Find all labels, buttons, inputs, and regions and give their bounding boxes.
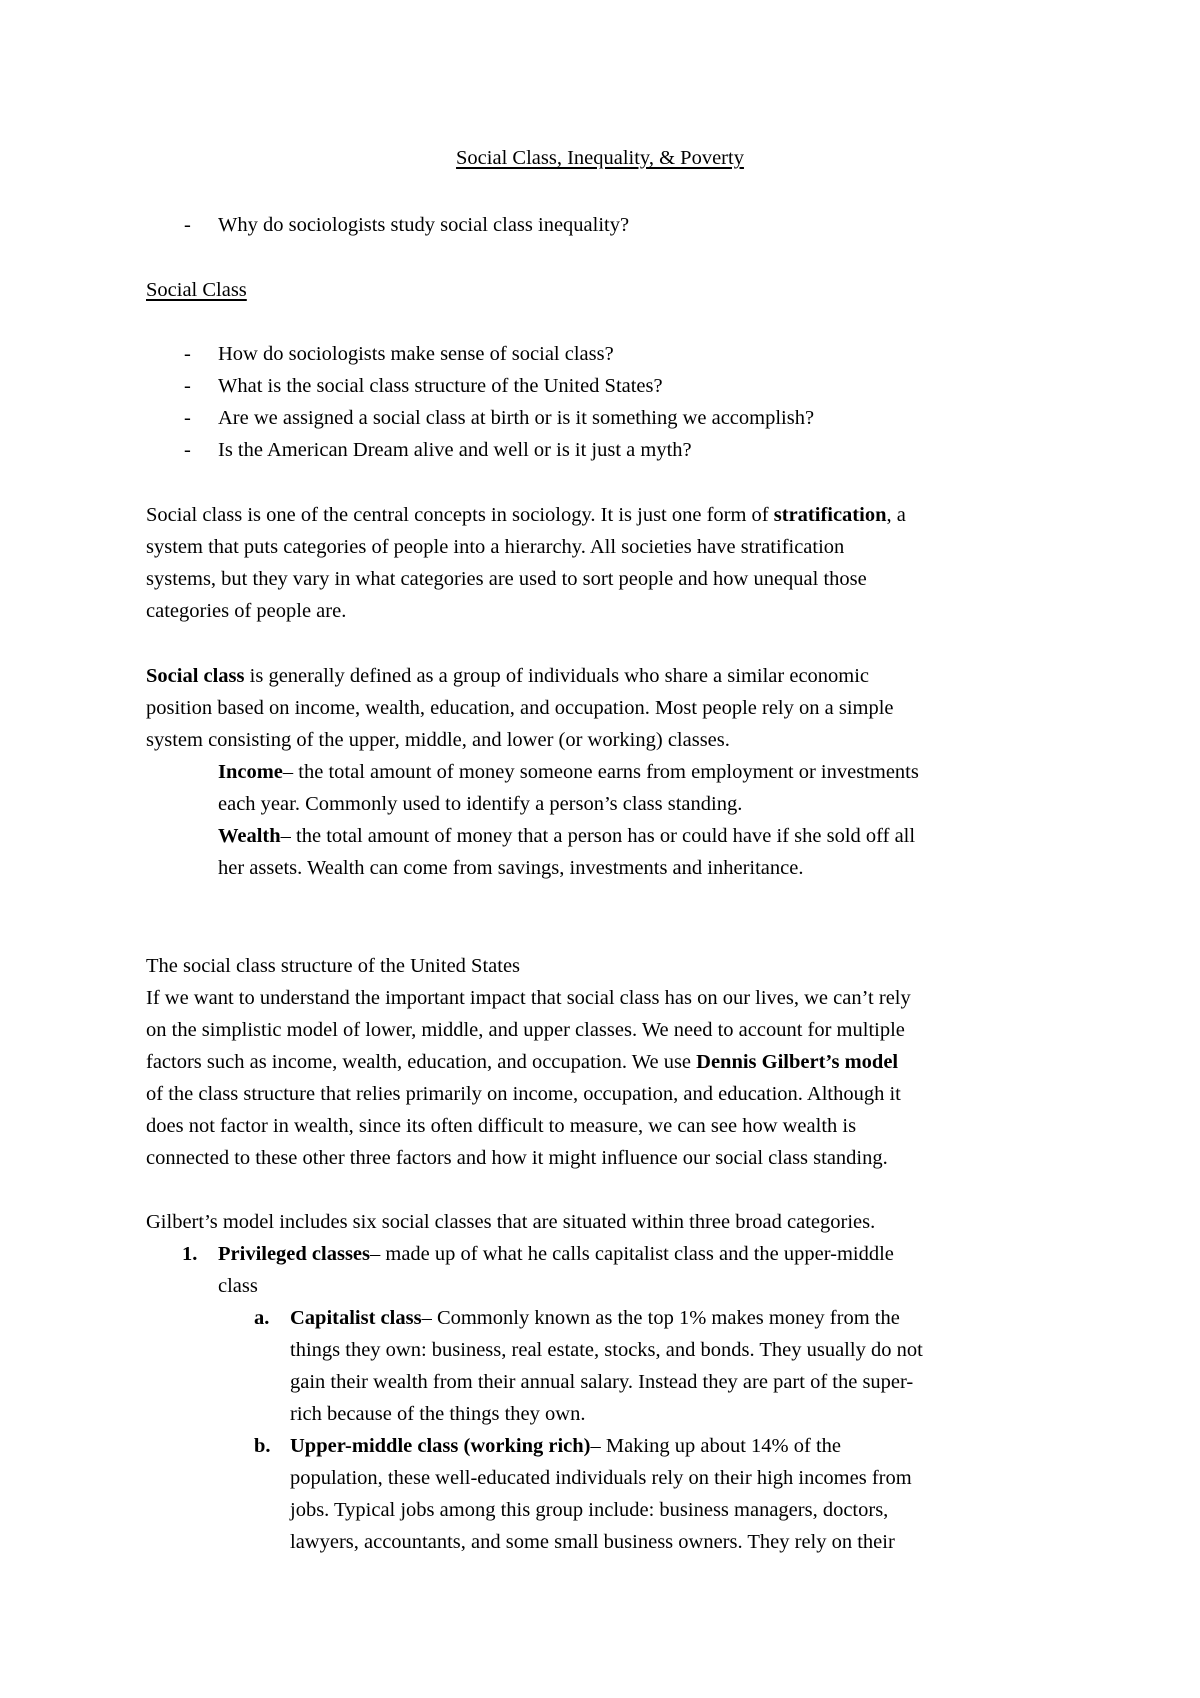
paragraph-line: connected to these other three factors and how it might influence our social class standing. — [146, 1147, 888, 1169]
paragraph-line — [146, 1050, 898, 1074]
term-capitalist-class: Capitalist class — [290, 1307, 422, 1329]
bullet-marker: - — [184, 407, 191, 429]
term-income: Income — [218, 761, 283, 783]
text-run: – the total amount of money someone earns from employment or investments — [282, 761, 919, 783]
bullet-marker: - — [184, 375, 191, 397]
paragraph-line — [146, 503, 906, 527]
text-run: – Commonly known as the top 1% makes money from the — [421, 1307, 900, 1329]
paragraph-line: system that puts categories of people into a hierarchy. All societies have stratification — [146, 536, 845, 558]
text-run: – made up of what he calls capitalist class and the upper-middle — [370, 1243, 894, 1265]
list-item-line: class — [218, 1275, 258, 1297]
text-run: factors such as income, wealth, education, and occupation. We use — [146, 1051, 697, 1073]
term-stratification: stratification — [773, 504, 887, 526]
text-run: Social class is one of the central concepts in sociology. It is just one form of — [146, 504, 774, 526]
paragraph-line — [146, 664, 869, 688]
list-item-line: jobs. Typical jobs among this group include: business managers, doctors, — [290, 1499, 889, 1521]
term-privileged-classes: Privileged classes — [218, 1243, 371, 1265]
list-item: Is the American Dream alive and well or is it just a myth? — [218, 439, 692, 461]
text-run: is generally defined as a group of individuals who share a similar economic — [244, 665, 870, 687]
text-run: – Making up about 14% of the — [590, 1435, 841, 1457]
paragraph-line: If we want to understand the important impact that social class has on our lives, we can’t rely — [146, 987, 911, 1009]
paragraph-line: categories of people are. — [146, 600, 347, 622]
term-social-class: Social class — [146, 665, 245, 687]
list-item: How do sociologists make sense of social class? — [218, 343, 614, 365]
text-run: – the total amount of money that a person has or could have if she sold off all — [280, 825, 916, 847]
list-item-upper-middle-class — [290, 1434, 841, 1458]
list-item-capitalist-class — [290, 1306, 900, 1330]
definition-wealth — [218, 824, 915, 848]
list-letter: a. — [254, 1307, 270, 1329]
paragraph-line: on the simplistic model of lower, middle, and upper classes. We need to account for multiple — [146, 1019, 905, 1041]
list-item-line: population, these well-educated individuals rely on their high incomes from — [290, 1467, 912, 1489]
intro-bullet-text: Why do sociologists study social class inequality? — [218, 214, 630, 236]
list-item-line: things they own: business, real estate, stocks, and bonds. They usually do not — [290, 1339, 923, 1361]
list-letter: b. — [254, 1435, 271, 1457]
section-heading-social-class: Social Class — [146, 279, 247, 301]
document-title: Social Class, Inequality, & Poverty — [456, 147, 744, 169]
text-run: , a — [886, 504, 906, 526]
list-item-line: gain their wealth from their annual salary. Instead they are part of the super- — [290, 1371, 914, 1393]
list-item: What is the social class structure of the United States? — [218, 375, 663, 397]
paragraph-line: systems, but they vary in what categories are used to sort people and how unequal those — [146, 568, 867, 590]
paragraph-line: does not factor in wealth, since its often difficult to measure, we can see how wealth is — [146, 1115, 857, 1137]
term-upper-middle-class: Upper-middle class (working rich) — [290, 1435, 591, 1457]
bullet-marker: - — [184, 439, 191, 461]
bullet-marker: - — [184, 343, 191, 365]
list-item-privileged-classes — [218, 1242, 894, 1266]
paragraph-line: position based on income, wealth, education, and occupation. Most people rely on a simple — [146, 697, 894, 719]
definition-line: each year. Commonly used to identify a person’s class standing. — [218, 793, 743, 815]
list-item-line: lawyers, accountants, and some small business owners. They rely on their — [290, 1531, 895, 1553]
term-wealth: Wealth — [218, 825, 281, 847]
paragraph-line: of the class structure that relies primarily on income, occupation, and education. Although it — [146, 1083, 901, 1105]
section-heading-class-structure: The social class structure of the United States — [146, 955, 521, 977]
paragraph-line: system consisting of the upper, middle, and lower (or working) classes. — [146, 729, 730, 751]
list-item: Are we assigned a social class at birth or is it something we accomplish? — [218, 407, 815, 429]
list-item-line: rich because of the things they own. — [290, 1403, 586, 1425]
term-gilbert-model: Dennis Gilbert’s model — [696, 1051, 899, 1073]
bullet-marker: - — [184, 214, 191, 236]
list-number: 1. — [182, 1243, 198, 1265]
definition-income — [218, 760, 919, 784]
definition-line: her assets. Wealth can come from savings, investments and inheritance. — [218, 857, 804, 879]
paragraph-line: Gilbert’s model includes six social classes that are situated within three broad categories. — [146, 1211, 876, 1233]
